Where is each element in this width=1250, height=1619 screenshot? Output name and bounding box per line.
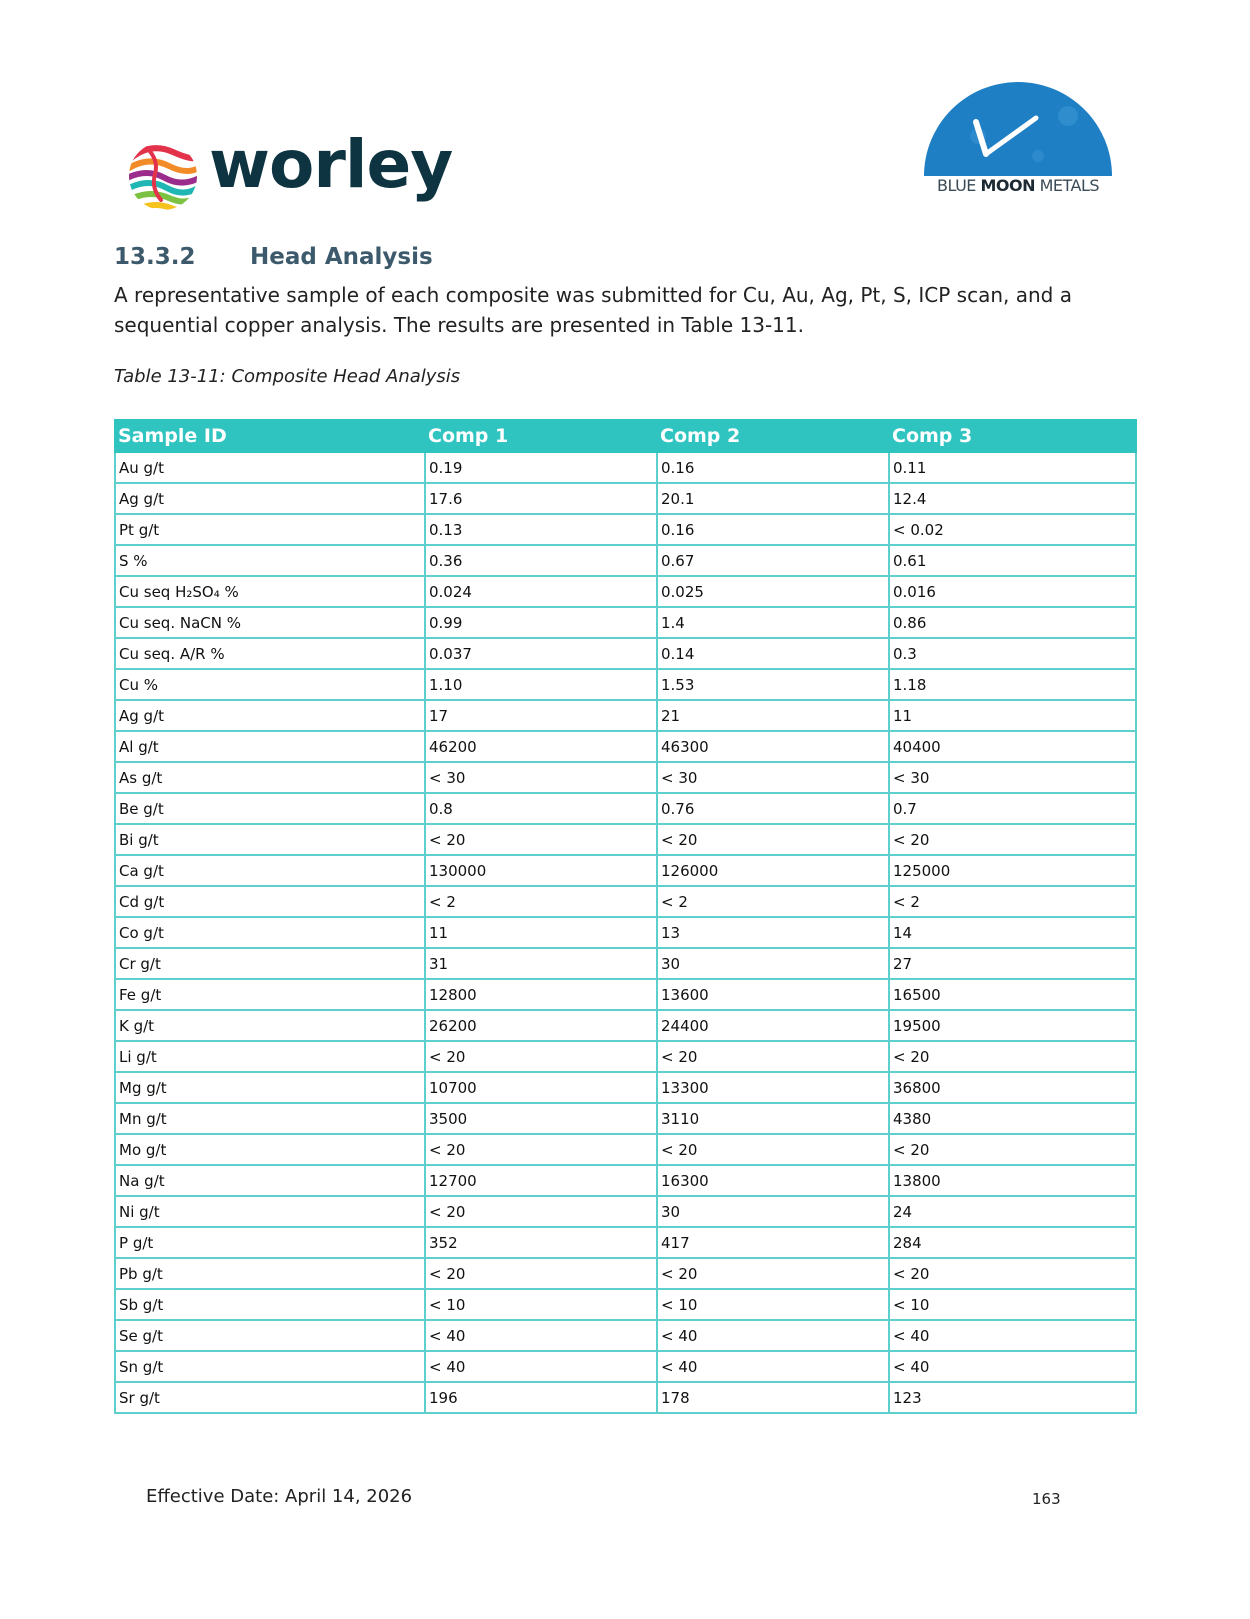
comp-2-value-cell: < 40 <box>657 1351 889 1382</box>
comp-3-value-cell: < 2 <box>889 886 1136 917</box>
comp-2-value-cell: < 2 <box>657 886 889 917</box>
sample-id-cell: Co g/t <box>115 917 425 948</box>
comp-3-value-cell: 16500 <box>889 979 1136 1010</box>
comp-1-value-cell: < 30 <box>425 762 657 793</box>
comp-3-value-cell: 0.86 <box>889 607 1136 638</box>
table-row <box>115 979 1136 1010</box>
blue-moon-metals-logo <box>918 76 1118 206</box>
comp-2-value-cell: 0.16 <box>657 514 889 545</box>
sample-id-cell: Li g/t <box>115 1041 425 1072</box>
comp-2-value-cell: 417 <box>657 1227 889 1258</box>
table-row <box>115 1165 1136 1196</box>
comp-2-value-cell: < 20 <box>657 1041 889 1072</box>
comp-2-value-cell: < 20 <box>657 1258 889 1289</box>
comp-1-value-cell: 46200 <box>425 731 657 762</box>
table-row <box>115 824 1136 855</box>
comp-2-value-cell: 1.53 <box>657 669 889 700</box>
comp-3-value-cell: 0.3 <box>889 638 1136 669</box>
comp-2-value-cell: 178 <box>657 1382 889 1413</box>
comp-3-value-cell: 13800 <box>889 1165 1136 1196</box>
comp-3-value-cell: < 40 <box>889 1320 1136 1351</box>
table-row <box>115 1289 1136 1320</box>
footer-effective-date: Effective Date: April 14, 2026 <box>146 1486 413 1507</box>
comp-3-value-cell: 284 <box>889 1227 1136 1258</box>
comp-1-value-cell: 130000 <box>425 855 657 886</box>
comp-1-value-cell: 196 <box>425 1382 657 1413</box>
worley-globe-icon <box>125 138 201 214</box>
table-row <box>115 1227 1136 1258</box>
header-comp-1: Comp 1 <box>425 420 657 452</box>
table-row <box>115 762 1136 793</box>
comp-3-value-cell: < 20 <box>889 1041 1136 1072</box>
brand-end-text: METALS <box>1034 176 1100 195</box>
comp-3-value-cell: 0.7 <box>889 793 1136 824</box>
comp-2-value-cell: 1.4 <box>657 607 889 638</box>
comp-1-value-cell: 11 <box>425 917 657 948</box>
sample-id-cell: Mg g/t <box>115 1072 425 1103</box>
comp-3-value-cell: < 30 <box>889 762 1136 793</box>
table-row <box>115 1320 1136 1351</box>
header-comp-2: Comp 2 <box>657 420 889 452</box>
sample-id-cell: P g/t <box>115 1227 425 1258</box>
table-row <box>115 452 1136 483</box>
comp-2-value-cell: 21 <box>657 700 889 731</box>
section-title: Head Analysis <box>250 244 433 270</box>
table-caption: Table 13-11: Composite Head Analysis <box>114 366 461 387</box>
sample-id-cell: Ni g/t <box>115 1196 425 1227</box>
comp-3-value-cell: < 40 <box>889 1351 1136 1382</box>
comp-1-value-cell: < 20 <box>425 1258 657 1289</box>
table-row <box>115 1351 1136 1382</box>
sample-id-cell: Fe g/t <box>115 979 425 1010</box>
comp-3-value-cell: 0.11 <box>889 452 1136 483</box>
comp-2-value-cell: < 20 <box>657 824 889 855</box>
table-row <box>115 483 1136 514</box>
comp-3-value-cell: < 20 <box>889 824 1136 855</box>
sample-id-cell: Mo g/t <box>115 1134 425 1165</box>
worley-logo <box>125 126 453 222</box>
comp-3-value-cell: 27 <box>889 948 1136 979</box>
comp-2-value-cell: 16300 <box>657 1165 889 1196</box>
table-row <box>115 793 1136 824</box>
comp-3-value-cell: 40400 <box>889 731 1136 762</box>
sample-id-cell: Ca g/t <box>115 855 425 886</box>
sample-id-cell: Al g/t <box>115 731 425 762</box>
table-row <box>115 576 1136 607</box>
table-row <box>115 855 1136 886</box>
sample-id-cell: Cu seq. NaCN % <box>115 607 425 638</box>
comp-3-value-cell: < 20 <box>889 1258 1136 1289</box>
sample-id-cell: Cr g/t <box>115 948 425 979</box>
table-row <box>115 1196 1136 1227</box>
table-row <box>115 669 1136 700</box>
comp-1-value-cell: < 20 <box>425 1041 657 1072</box>
sample-id-cell: Cd g/t <box>115 886 425 917</box>
section-number: 13.3.2 <box>114 244 196 270</box>
header-sample-id: Sample ID <box>115 420 425 452</box>
comp-1-value-cell: 26200 <box>425 1010 657 1041</box>
comp-1-value-cell: 0.024 <box>425 576 657 607</box>
comp-2-value-cell: 24400 <box>657 1010 889 1041</box>
sample-id-cell: Bi g/t <box>115 824 425 855</box>
comp-1-value-cell: 17.6 <box>425 483 657 514</box>
comp-1-value-cell: < 10 <box>425 1289 657 1320</box>
comp-3-value-cell: 36800 <box>889 1072 1136 1103</box>
comp-3-value-cell: 125000 <box>889 855 1136 886</box>
comp-1-value-cell: < 20 <box>425 1196 657 1227</box>
table-row <box>115 1010 1136 1041</box>
sample-id-cell: As g/t <box>115 762 425 793</box>
comp-1-value-cell: 17 <box>425 700 657 731</box>
section-heading <box>114 244 433 270</box>
section-body-paragraph: A representative sample of each composite was submitted for Cu, Au, Ag, Pt, S, ICP scan, and a sequential copper analysis. The results are presented in Table 13-11. <box>114 283 1072 337</box>
comp-1-value-cell: 3500 <box>425 1103 657 1134</box>
table-row <box>115 731 1136 762</box>
sample-id-cell: Na g/t <box>115 1165 425 1196</box>
comp-2-value-cell: 13300 <box>657 1072 889 1103</box>
table-header-row <box>115 420 1136 452</box>
sample-id-cell: Pt g/t <box>115 514 425 545</box>
comp-2-value-cell: 13600 <box>657 979 889 1010</box>
comp-1-value-cell: < 20 <box>425 824 657 855</box>
comp-3-value-cell: 24 <box>889 1196 1136 1227</box>
comp-1-value-cell: 0.36 <box>425 545 657 576</box>
comp-3-value-cell: 12.4 <box>889 483 1136 514</box>
table-row <box>115 1382 1136 1413</box>
table-row <box>115 886 1136 917</box>
comp-2-value-cell: < 20 <box>657 1134 889 1165</box>
table-row <box>115 1258 1136 1289</box>
sample-id-cell: Cu seq H₂SO₄ % <box>115 576 425 607</box>
comp-1-value-cell: 10700 <box>425 1072 657 1103</box>
worley-wordmark: worley <box>209 126 453 203</box>
comp-2-value-cell: 46300 <box>657 731 889 762</box>
comp-3-value-cell: 14 <box>889 917 1136 948</box>
comp-2-value-cell: 0.14 <box>657 638 889 669</box>
comp-1-value-cell: 0.19 <box>425 452 657 483</box>
comp-1-value-cell: 12800 <box>425 979 657 1010</box>
comp-2-value-cell: < 40 <box>657 1320 889 1351</box>
table-row <box>115 1041 1136 1072</box>
comp-3-value-cell: < 10 <box>889 1289 1136 1320</box>
comp-3-value-cell: 1.18 <box>889 669 1136 700</box>
comp-3-value-cell: 123 <box>889 1382 1136 1413</box>
comp-2-value-cell: 30 <box>657 948 889 979</box>
table-row <box>115 1103 1136 1134</box>
sample-id-cell: Se g/t <box>115 1320 425 1351</box>
comp-3-value-cell: 0.61 <box>889 545 1136 576</box>
comp-3-value-cell: < 20 <box>889 1134 1136 1165</box>
table-body <box>115 452 1136 1413</box>
blue-moon-wordmark <box>918 176 1118 195</box>
footer-page-number: 163 <box>1032 1490 1061 1508</box>
table-row <box>115 545 1136 576</box>
sample-id-cell: Au g/t <box>115 452 425 483</box>
comp-1-value-cell: 0.8 <box>425 793 657 824</box>
table-row <box>115 638 1136 669</box>
table-row <box>115 948 1136 979</box>
sample-id-cell: Sr g/t <box>115 1382 425 1413</box>
sample-id-cell: Pb g/t <box>115 1258 425 1289</box>
comp-2-value-cell: 30 <box>657 1196 889 1227</box>
comp-1-value-cell: 0.037 <box>425 638 657 669</box>
sample-id-cell: Cu % <box>115 669 425 700</box>
sample-id-cell: K g/t <box>115 1010 425 1041</box>
comp-2-value-cell: < 30 <box>657 762 889 793</box>
table-row <box>115 917 1136 948</box>
moon-clock-icon <box>918 76 1118 178</box>
sample-id-cell: Ag g/t <box>115 483 425 514</box>
comp-1-value-cell: 31 <box>425 948 657 979</box>
sample-id-cell: Be g/t <box>115 793 425 824</box>
comp-2-value-cell: 0.16 <box>657 452 889 483</box>
comp-1-value-cell: 12700 <box>425 1165 657 1196</box>
comp-1-value-cell: < 2 <box>425 886 657 917</box>
sample-id-cell: Sn g/t <box>115 1351 425 1382</box>
comp-3-value-cell: < 0.02 <box>889 514 1136 545</box>
comp-3-value-cell: 19500 <box>889 1010 1136 1041</box>
comp-3-value-cell: 11 <box>889 700 1136 731</box>
table-row <box>115 607 1136 638</box>
sample-id-cell: Mn g/t <box>115 1103 425 1134</box>
composite-head-analysis-table <box>114 419 1137 1414</box>
comp-1-value-cell: < 20 <box>425 1134 657 1165</box>
table-row <box>115 1134 1136 1165</box>
comp-2-value-cell: 20.1 <box>657 483 889 514</box>
table-row <box>115 700 1136 731</box>
sample-id-cell: Ag g/t <box>115 700 425 731</box>
comp-1-value-cell: < 40 <box>425 1351 657 1382</box>
comp-1-value-cell: 1.10 <box>425 669 657 700</box>
comp-1-value-cell: < 40 <box>425 1320 657 1351</box>
brand-bold-text: MOON <box>980 176 1035 195</box>
comp-1-value-cell: 0.13 <box>425 514 657 545</box>
comp-3-value-cell: 0.016 <box>889 576 1136 607</box>
header-comp-3: Comp 3 <box>889 420 1136 452</box>
table-row <box>115 514 1136 545</box>
sample-id-cell: Cu seq. A/R % <box>115 638 425 669</box>
comp-2-value-cell: 3110 <box>657 1103 889 1134</box>
comp-2-value-cell: 126000 <box>657 855 889 886</box>
comp-2-value-cell: 0.76 <box>657 793 889 824</box>
brand-light-text: BLUE <box>936 176 981 195</box>
comp-2-value-cell: < 10 <box>657 1289 889 1320</box>
comp-2-value-cell: 13 <box>657 917 889 948</box>
comp-2-value-cell: 0.67 <box>657 545 889 576</box>
sample-id-cell: Sb g/t <box>115 1289 425 1320</box>
comp-1-value-cell: 352 <box>425 1227 657 1258</box>
table-row <box>115 1072 1136 1103</box>
comp-2-value-cell: 0.025 <box>657 576 889 607</box>
sample-id-cell: S % <box>115 545 425 576</box>
comp-3-value-cell: 4380 <box>889 1103 1136 1134</box>
comp-1-value-cell: 0.99 <box>425 607 657 638</box>
